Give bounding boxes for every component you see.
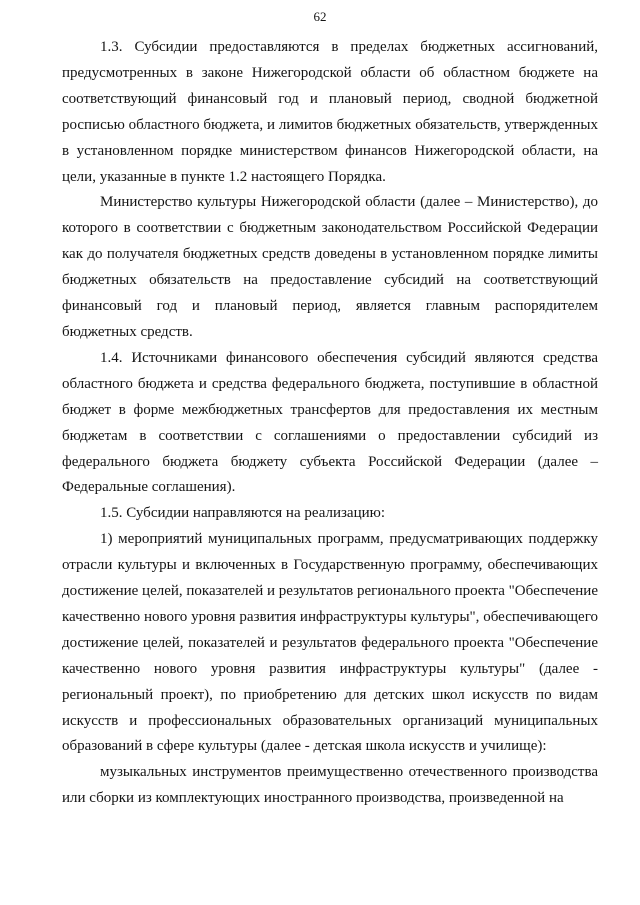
paragraph-1-4: 1.4. Источниками финансового обеспечения субсидий являются средства областного бюджета и средства федерального бюджета, поступившие в областной бюджет в форме межбюджетных трансфертов для предоставления их местным бюджетам в соответствии с соглашениями о предоставлении субсидий из федерального бюджета бюджету субъекта Российской Федерации (далее – Федеральные соглашения). [62, 349, 598, 496]
paragraph-item-1: 1) мероприятий муниципальных программ, предусматривающих поддержку отрасли культуры и включенных в Государственную программу, обеспечивающих достижение целей, показателей и результатов регионального проекта "Обеспечение качественно нового уровня развития инфраструктуры культуры", обеспечивающего достижение целей, показателей и результатов федерального проекта "Обеспечение качественно нового уровня развития инфраструктуры культуры" (далее - региональный проект), по приобретению для детских школ искусств по видам искусств и профессиональных образовательных организаций муниципальных образований в сфере культуры (далее - детская школа искусств и училище): [62, 531, 598, 755]
paragraph-1-3: 1.3. Субсидии предоставляются в пределах бюджетных ассигнований, предусмотренных в законе Нижегородской области об областном бюджете на соответствующий финансовый год и плановый период, сводной бюджетной росписью областного бюджета, и лимитов бюджетных обязательств, утвержденных в установленном порядке министерством финансов Нижегородской области, на цели, указанные в пункте 1.2 настоящего Порядка. [62, 39, 598, 185]
paragraph-instruments: музыкальных инструментов преимущественно отечественного производства или сборки из комплектующих иностранного производства, произведенной на [62, 764, 598, 807]
paragraph-ministry: Министерство культуры Нижегородской области (далее – Министерство), до которого в соответствии с бюджетным законодательством Российской Федерации как до получателя бюджетных средств доведены в установленном порядке лимиты бюджетных обязательств на предоставление субсидий на соответствующий финансовый год и плановый период, является главным распорядителем бюджетных средств. [62, 194, 598, 340]
paragraph-1-5: 1.5. Субсидии направляются на реализацию: [100, 505, 386, 522]
page-number: 62 [313, 9, 327, 24]
body-text [62, 35, 598, 812]
